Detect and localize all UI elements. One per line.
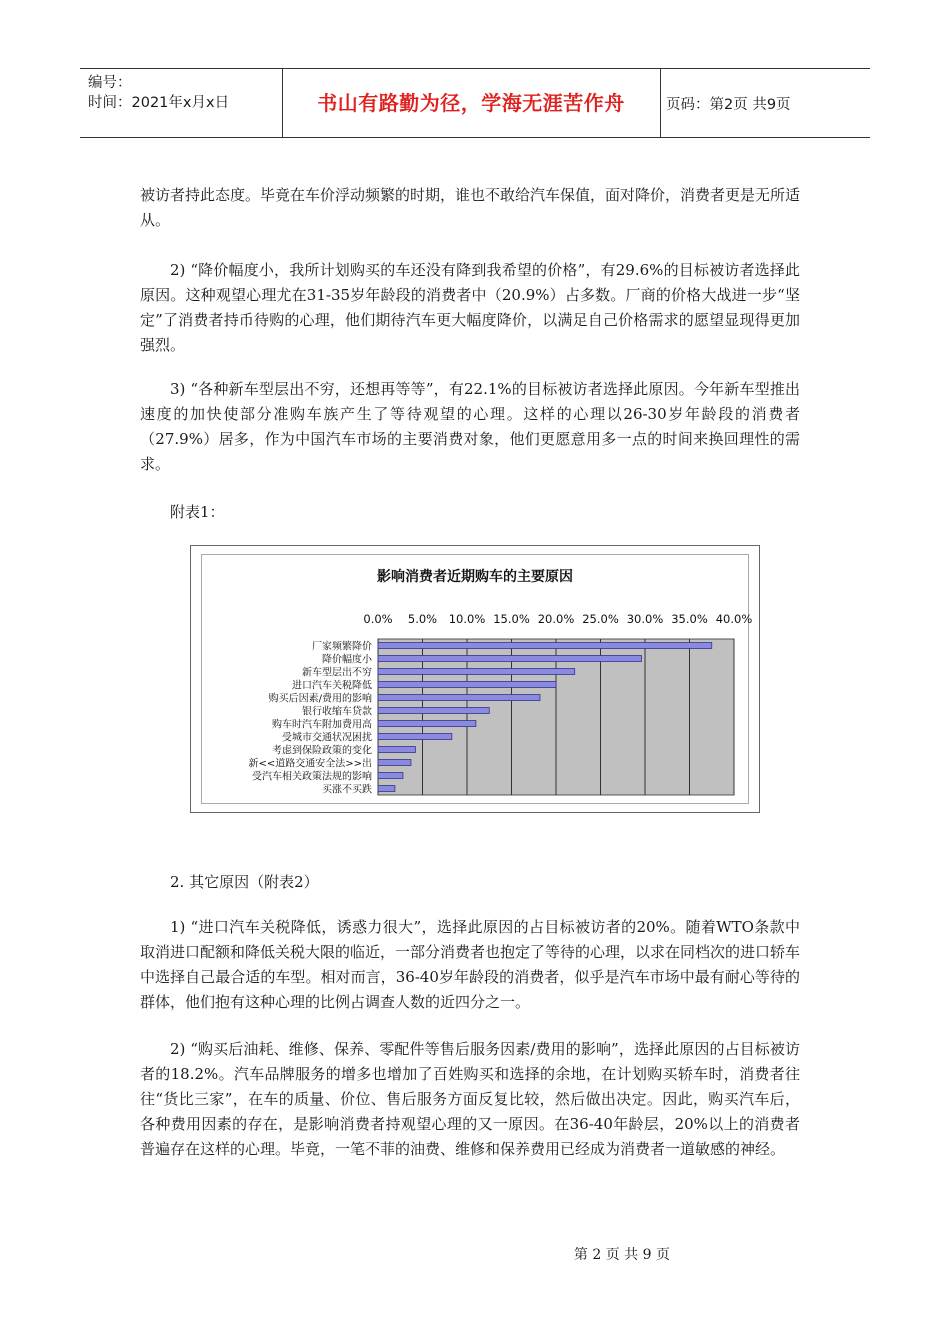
bar xyxy=(378,773,403,779)
y-category-label: 银行收缩车贷款 xyxy=(302,706,372,718)
paragraph-other-reason-2: 2) “购买后油耗、维修、保养、零配件等售后服务因素/费用的影响”，选择此原因的占目标被访者的18.2%。汽车品牌服务的增多也增加了百姓购买和选择的余地，在计划购买轿车时，消费者往往“货比三家”，在车的质量、价位、售后服务方面反复比较，然后做出决定。因此，购买汽车后，各种费用因素的存在，是影响消费者持观望心理的又一原因。在36-40年龄层，20%以上的消费者普遍存在这样的心理。毕竟，一笔不菲的油费、维修和保养费用已经成为消费者一道敏感的神经。 xyxy=(140,1040,800,1158)
y-category-label: 受汽车相关政策法规的影响 xyxy=(252,771,372,783)
section-other-reasons: 2. 其它原因（附表2） xyxy=(170,873,319,891)
x-tick-label: 0.0% xyxy=(363,612,393,626)
header-divider xyxy=(660,69,661,137)
chart-frame xyxy=(201,554,753,804)
x-tick-label: 15.0% xyxy=(493,612,530,626)
page-header xyxy=(80,68,870,138)
x-tick-label: 5.0% xyxy=(407,612,438,626)
x-tick-label: 30.0% xyxy=(626,612,664,626)
y-category-label: 新<<道路交通安全法>>出 xyxy=(248,758,372,770)
bar xyxy=(378,682,556,688)
header-page-info: 页码：第2页 共9页 xyxy=(666,97,791,113)
bar xyxy=(378,643,712,649)
bar-chart xyxy=(202,555,753,803)
page-footer: 第 2 页 共 9 页 xyxy=(573,1247,670,1263)
y-category-label: 买涨不买跌 xyxy=(322,784,372,796)
bar xyxy=(378,786,395,792)
y-category-label: 购买后因素/费用的影响 xyxy=(268,693,372,705)
bar xyxy=(378,656,641,662)
y-category-label: 新车型层出不穷 xyxy=(302,667,372,679)
document-number-label: 编号： xyxy=(88,75,132,91)
bar xyxy=(378,760,411,766)
header-meta xyxy=(88,73,278,113)
y-category-label: 降价幅度小 xyxy=(322,654,372,666)
appendix-label: 附表1： xyxy=(170,503,225,521)
x-tick-label: 10.0% xyxy=(448,612,486,626)
y-category-label: 考虑到保险政策的变化 xyxy=(272,745,372,757)
x-tick-label: 25.0% xyxy=(582,612,619,626)
paragraph-continuation: 被访者持此态度。毕竟在车价浮动频繁的时期，谁也不敢给汽车保值，面对降价，消费者更是无所适从。 xyxy=(140,186,801,229)
chart-title: 影响消费者近期购车的主要原因 xyxy=(377,569,573,585)
chart-container xyxy=(190,545,760,813)
paragraph-other-reason-1: 1) “进口汽车关税降低，诱惑力很大”，选择此原因的占目标被访者的20%。随着WTO条款中取消进口配额和降低关税大限的临近，一部分消费者也抱定了等待的心理，以求在同档次的进口轿车中选择自己最合适的车型。相对而言，36-40岁年龄段的消费者，似乎是汽车市场中最有耐心等待的群体，他们抱有这种心理的比例占调查人数的近四分之一。 xyxy=(140,918,801,1011)
x-tick-label: 35.0% xyxy=(671,612,708,626)
document-time-label: 时间：2021年x月x日 xyxy=(88,95,230,111)
bar xyxy=(378,695,540,701)
x-tick-label: 20.0% xyxy=(537,612,575,626)
header-motto: 书山有路勤为径，学海无涯苦作舟 xyxy=(317,91,625,115)
bar xyxy=(378,747,415,753)
y-category-label: 进口汽车关税降低 xyxy=(292,680,372,692)
x-tick-label: 40.0% xyxy=(715,612,753,626)
bar xyxy=(378,669,575,675)
bar xyxy=(378,721,476,727)
bar xyxy=(378,708,489,714)
bar xyxy=(378,734,452,740)
y-category-label: 购车时汽车附加费用高 xyxy=(272,719,372,731)
y-category-label: 厂家频繁降价 xyxy=(312,641,372,653)
paragraph-reason-3: 3) “各种新车型层出不穷，还想再等等”，有22.1%的目标被访者选择此原因。今年新车型推出速度的加快使部分准购车族产生了等待观望的心理。这样的心理以26-30岁年龄段的消费者（27.9%）居多，作为中国汽车市场的主要消费对象，他们更愿意用多一点的时间来换回理性的需求。 xyxy=(140,380,800,473)
paragraph-reason-2: 2) “降价幅度小，我所计划购买的车还没有降到我希望的价格”，有29.6%的目标被访者选择此原因。这种观望心理尤在31-35岁年龄段的消费者中（20.9%）占多数。厂商的价格大战进一步“坚定”了消费者持币待购的心理，他们期待汽车更大幅度降价，以满足自己价格需求的愿望显现得更加强烈。 xyxy=(140,261,800,354)
y-category-label: 受城市交通状况困扰 xyxy=(282,732,372,744)
